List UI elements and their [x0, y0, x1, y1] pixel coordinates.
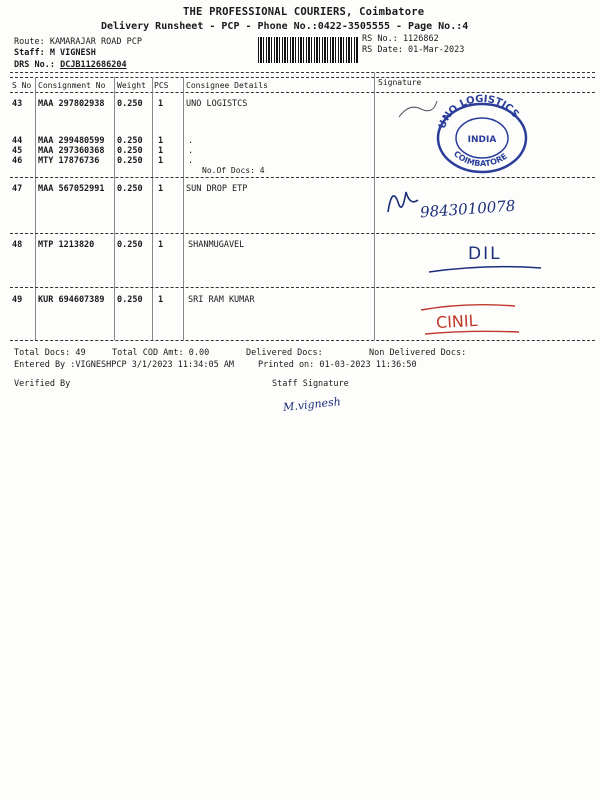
col-consignment: Consignment No: [38, 81, 106, 90]
underline-stroke: [429, 267, 541, 272]
drs-number: DCJB112686204: [60, 60, 127, 70]
table-bottom-rule: [10, 340, 595, 341]
row-weight: 0.250: [117, 136, 143, 146]
row-weight: 0.250: [117, 146, 143, 156]
row-consignment: MAA 299480599: [38, 136, 105, 146]
col-signature: Signature: [378, 78, 422, 87]
row-weight: 0.250: [117, 184, 143, 194]
row-consignee: .: [188, 136, 194, 146]
stamp-top-text: UNO LOGISTICS: [436, 94, 521, 131]
header-rule-top-2: [10, 77, 595, 78]
row-pcs: 1: [158, 136, 164, 146]
row-pcs: 1: [158, 295, 164, 305]
row-sno: 48: [12, 240, 23, 250]
row-consignment: MAA 567052991: [38, 184, 105, 194]
non-delivered-docs: Non Delivered Docs:: [369, 348, 467, 358]
rs-date: RS Date: 01-Mar-2023: [362, 45, 465, 55]
row-weight: 0.250: [117, 99, 143, 109]
signature-line-top: [421, 305, 515, 310]
group-doc-count: No.Of Docs: 4: [202, 166, 265, 175]
row-consignee: SHANMUGAVEL: [188, 240, 245, 250]
row-pcs: 1: [158, 184, 164, 194]
staff-signature-label: Staff Signature: [272, 379, 349, 389]
col-sno: S No: [12, 81, 32, 90]
col-pcs: PCS: [154, 81, 169, 90]
signature-stroke: [388, 192, 418, 212]
row-divider: [10, 233, 595, 234]
row-consignee: .: [188, 146, 194, 156]
drs-label: [14, 60, 127, 70]
col-consignee: Consignee Details: [186, 81, 268, 90]
row49-signature: CINIL: [435, 310, 478, 333]
scribble-stroke: [399, 101, 437, 117]
staff-label: Staff: M VIGNESH: [14, 48, 96, 58]
route-label: Route: KAMARAJAR ROAD PCP: [14, 37, 142, 47]
header-rule-top: [10, 72, 595, 73]
row47-handwritten-phone: 9843010078: [419, 196, 516, 222]
row48-underline: [425, 262, 545, 280]
company-title: THE PROFESSIONAL COURIERS, Coimbatore: [183, 6, 425, 18]
entered-by: Entered By :VIGNESHPCP 3/1/2023 11:34:05 AM: [14, 360, 235, 370]
row-consignee: SRI RAM KUMAR: [188, 295, 255, 305]
stamp-bottom-text: COIMBATORE: [451, 149, 509, 169]
row-consignee: .: [188, 156, 194, 166]
row-weight: 0.250: [117, 156, 143, 166]
drs-label-text: DRS No.:: [14, 60, 55, 70]
row-pcs: 1: [158, 146, 164, 156]
row-sno: 43: [12, 99, 23, 109]
row-pcs: 1: [158, 240, 164, 250]
staff-handwritten-signature: M.vignesh: [282, 395, 342, 414]
row-consignment: MTP 1213820: [38, 240, 95, 250]
row-consignment: KUR 694607389: [38, 295, 105, 305]
printed-on: Printed on: 01-03-2023 11:36:50: [258, 360, 417, 370]
stamp-scribble: [395, 95, 440, 125]
total-cod: Total COD Amt: 0.00: [112, 348, 210, 358]
row-sno: 47: [12, 184, 23, 194]
row47-signature: [382, 182, 422, 222]
rs-number: RS No.: 1126862: [362, 34, 439, 44]
col-sep-3: [152, 77, 153, 340]
row-sno: 45: [12, 146, 23, 156]
barcode: [258, 37, 358, 63]
total-docs: Total Docs: 49: [14, 348, 86, 358]
col-sep-2: [114, 77, 115, 340]
row-divider: [10, 287, 595, 288]
row-consignee: SUN DROP ETP: [186, 184, 248, 194]
header-rule-bottom: [10, 92, 595, 93]
row-pcs: 1: [158, 99, 164, 109]
row-consignee: UNO LOGISTCS: [186, 99, 248, 109]
delivered-docs: Delivered Docs:: [246, 348, 323, 358]
col-sep-4: [183, 77, 184, 340]
row-pcs: 1: [158, 156, 164, 166]
row-weight: 0.250: [117, 295, 143, 305]
row-weight: 0.250: [117, 240, 143, 250]
row-consignment: MTY 17876736: [38, 156, 100, 166]
row-consignment: MAA 297360368: [38, 146, 105, 156]
col-weight: Weight: [117, 81, 146, 90]
verified-by: Verified By: [14, 379, 71, 389]
col-sep-1: [35, 77, 36, 340]
stamp-center-text: INDIA: [467, 135, 497, 145]
row-divider: [10, 177, 595, 178]
row-sno: 49: [12, 295, 23, 305]
row-consignment: MAA 297802938: [38, 99, 105, 109]
col-sep-5: [374, 73, 375, 340]
row48-signature: DIL: [468, 244, 502, 264]
runsheet-title: Delivery Runsheet - PCP - Phone No.:0422-3505555 - Page No.:4: [101, 21, 469, 32]
company-stamp: [432, 94, 532, 174]
row-sno: 46: [12, 156, 23, 166]
row-sno: 44: [12, 136, 23, 146]
